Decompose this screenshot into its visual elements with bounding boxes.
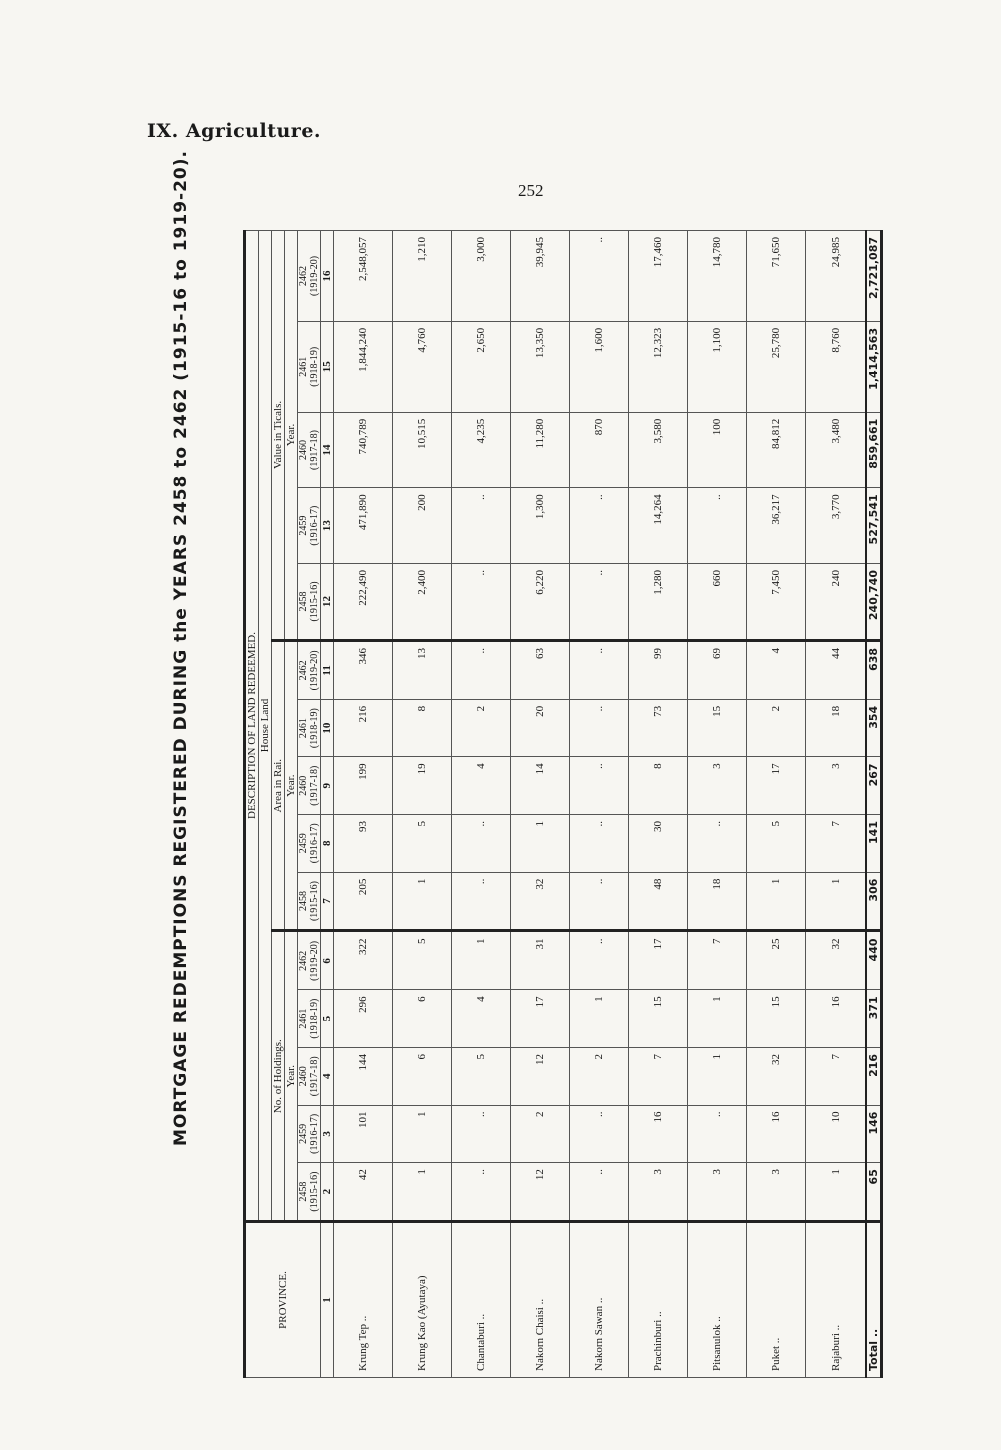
holdings-cell: 3	[629, 1163, 688, 1222]
holdings-cell: 7	[806, 1047, 866, 1105]
area-cell: 8	[393, 699, 452, 757]
value-cell: 740,789	[334, 412, 393, 488]
column-number-cell: 10	[321, 699, 334, 757]
area-cell: 1	[747, 872, 806, 931]
area-cell: 99	[629, 640, 688, 699]
year-header-cell	[298, 564, 321, 641]
area-cell: ..	[688, 815, 747, 873]
value-cell: 13,350	[511, 321, 570, 412]
area-cell: 19	[393, 757, 452, 815]
value-cell: 1,210	[393, 231, 452, 322]
year-header-cell	[298, 1105, 321, 1163]
year-number: 2460	[298, 440, 309, 461]
area-cell: 14	[511, 757, 570, 815]
province-name-cell: Puket ..	[747, 1222, 806, 1378]
area-cell: 141	[866, 815, 882, 873]
area-cell: 44	[806, 640, 866, 699]
holdings-cell: 25	[747, 931, 806, 990]
area-cell: 63	[511, 640, 570, 699]
year-range: (1915-16)	[309, 1171, 320, 1212]
year-number: 2462	[298, 660, 309, 681]
holdings-cell: 1	[393, 1163, 452, 1222]
value-cell: 2,650	[452, 321, 511, 412]
area-cell: 638	[866, 640, 882, 699]
year-number: 2459	[298, 515, 309, 536]
value-cell: ..	[688, 488, 747, 564]
value-cell: 25,780	[747, 321, 806, 412]
year-range: (1917-18)	[309, 765, 320, 806]
area-cell: 3	[806, 757, 866, 815]
area-cell: 32	[511, 872, 570, 931]
area-cell: 1	[511, 815, 570, 873]
value-cell: 1,414,563	[866, 321, 882, 412]
value-cell: 3,580	[629, 412, 688, 488]
area-cell: ..	[570, 815, 629, 873]
value-cell: 240,740	[866, 564, 882, 641]
year-range: (1919-20)	[309, 650, 320, 691]
holdings-cell: 32	[747, 1047, 806, 1105]
table-row	[334, 231, 393, 1378]
year-header-cell	[298, 1163, 321, 1222]
area-cell: ..	[570, 872, 629, 931]
table-row	[688, 231, 747, 1378]
column-number-cell: 12	[321, 564, 334, 641]
year-range: (1917-18)	[309, 430, 320, 471]
year-range: (1916-17)	[309, 823, 320, 864]
value-cell: 660	[688, 564, 747, 641]
holdings-cell: 1	[806, 1163, 866, 1222]
holdings-cell: 216	[866, 1047, 882, 1105]
holdings-cell: 7	[688, 931, 747, 990]
holdings-cell: 15	[747, 990, 806, 1048]
year-header-cell	[298, 488, 321, 564]
value-cell: ..	[570, 231, 629, 322]
section-heading: IX. Agriculture.	[147, 120, 322, 142]
area-cell: 1	[806, 872, 866, 931]
column-number-cell: 13	[321, 488, 334, 564]
year-header-cell	[298, 815, 321, 873]
value-cell: 3,000	[452, 231, 511, 322]
value-cell: ..	[452, 564, 511, 641]
area-cell: 18	[688, 872, 747, 931]
holdings-cell: 16	[629, 1105, 688, 1163]
value-cell: 222,490	[334, 564, 393, 641]
column-number-cell: 7	[321, 872, 334, 931]
holdings-cell: ..	[452, 1163, 511, 1222]
table-row	[747, 231, 806, 1378]
holdings-cell: ..	[452, 1105, 511, 1163]
holdings-cell: 144	[334, 1047, 393, 1105]
value-cell: 471,890	[334, 488, 393, 564]
holdings-cell: 1	[688, 990, 747, 1048]
holdings-cell: 12	[511, 1163, 570, 1222]
value-cell: 870	[570, 412, 629, 488]
year-header-cell	[298, 1047, 321, 1105]
area-cell: 2	[452, 699, 511, 757]
province-name-cell: Nakorn Sawan ..	[570, 1222, 629, 1378]
holdings-cell: 1	[452, 931, 511, 990]
holdings-cell: 440	[866, 931, 882, 990]
value-cell: 71,650	[747, 231, 806, 322]
year-header-cell	[298, 640, 321, 699]
province-name-cell: Nakorn Chaisi ..	[511, 1222, 570, 1378]
year-range: (1919-20)	[309, 255, 320, 296]
holdings-cell: 16	[747, 1105, 806, 1163]
area-cell: 48	[629, 872, 688, 931]
holdings-cell: 31	[511, 931, 570, 990]
value-cell: 10,515	[393, 412, 452, 488]
value-cell: 14,264	[629, 488, 688, 564]
holdings-cell: 42	[334, 1163, 393, 1222]
holdings-cell: 16	[806, 990, 866, 1048]
year-number: 2461	[298, 718, 309, 739]
year-header-cell	[298, 699, 321, 757]
holdings-cell: 3	[747, 1163, 806, 1222]
holdings-cell: 12	[511, 1047, 570, 1105]
year-number: 2459	[298, 833, 309, 854]
area-group-header: Area in Rai.	[272, 640, 285, 931]
area-cell: 2	[747, 699, 806, 757]
value-cell: 14,780	[688, 231, 747, 322]
column-number-cell: 3	[321, 1105, 334, 1163]
year-label-area: Year.	[285, 640, 298, 931]
table-row	[629, 231, 688, 1378]
area-cell: 5	[393, 815, 452, 873]
holdings-cell: 4	[452, 990, 511, 1048]
column-number-row	[321, 231, 334, 1378]
column-number-cell: 14	[321, 412, 334, 488]
year-label-holdings: Year.	[285, 931, 298, 1222]
area-cell: ..	[452, 815, 511, 873]
year-number: 2461	[298, 356, 309, 377]
year-range: (1915-16)	[309, 581, 320, 622]
holdings-cell: 371	[866, 990, 882, 1048]
year-header-cell	[298, 931, 321, 990]
year-header-cell	[298, 231, 321, 322]
year-number: 2462	[298, 265, 309, 286]
year-header-cell	[298, 872, 321, 931]
value-cell: 3,770	[806, 488, 866, 564]
value-cell: 2,721,087	[866, 231, 882, 322]
holdings-cell: 5	[452, 1047, 511, 1105]
value-cell: 8,760	[806, 321, 866, 412]
total-row	[866, 231, 882, 1378]
holdings-cell: 65	[866, 1163, 882, 1222]
value-cell: 100	[688, 412, 747, 488]
value-cell: 6,220	[511, 564, 570, 641]
holdings-cell: 2	[570, 1047, 629, 1105]
holdings-group-header: No. of Holdings.	[272, 931, 285, 1222]
holdings-cell: 3	[688, 1163, 747, 1222]
year-header-cell	[298, 990, 321, 1048]
value-cell: 1,280	[629, 564, 688, 641]
value-cell: ..	[452, 488, 511, 564]
area-cell: ..	[452, 640, 511, 699]
column-number-cell: 15	[321, 321, 334, 412]
value-cell: 527,541	[866, 488, 882, 564]
year-number: 2460	[298, 775, 309, 796]
value-cell: 200	[393, 488, 452, 564]
column-number-cell: 16	[321, 231, 334, 322]
holdings-cell: 5	[393, 931, 452, 990]
province-name-cell: Total ..	[866, 1222, 882, 1378]
value-cell: 7,450	[747, 564, 806, 641]
table-body	[334, 231, 867, 1378]
value-cell: ..	[570, 564, 629, 641]
province-header: PROVINCE.	[245, 1222, 321, 1378]
table-subtitle: MORTGAGE REDEMPTIONS REGISTERED DURING the YEARS 2458 to 2462 (1915-16 to 1919-20).	[171, 150, 191, 1146]
year-header-cell	[298, 321, 321, 412]
column-number-cell: 4	[321, 1047, 334, 1105]
holdings-cell: 10	[806, 1105, 866, 1163]
holdings-cell: 15	[629, 990, 688, 1048]
area-cell: 30	[629, 815, 688, 873]
value-cell: 39,945	[511, 231, 570, 322]
year-label-value: Year.	[285, 231, 298, 641]
area-cell: 15	[688, 699, 747, 757]
value-cell: 1,300	[511, 488, 570, 564]
year-number: 2458	[298, 591, 309, 612]
table-row	[570, 231, 629, 1378]
area-cell: 199	[334, 757, 393, 815]
area-cell: ..	[570, 699, 629, 757]
column-number-cell: 6	[321, 931, 334, 990]
holdings-cell: 17	[629, 931, 688, 990]
value-cell: 11,280	[511, 412, 570, 488]
year-number: 2458	[298, 1181, 309, 1202]
value-cell: 1,844,240	[334, 321, 393, 412]
holdings-cell: 1	[393, 1105, 452, 1163]
table-row	[393, 231, 452, 1378]
value-cell: 24,985	[806, 231, 866, 322]
area-cell: 18	[806, 699, 866, 757]
year-number: 2459	[298, 1123, 309, 1144]
year-header-cell	[298, 757, 321, 815]
description-header: DESCRIPTION OF LAND REDEEMED.	[245, 231, 259, 1222]
column-number-cell: 11	[321, 640, 334, 699]
year-header-cell	[298, 412, 321, 488]
year-range: (1918-19)	[309, 346, 320, 387]
province-name-cell: Pitsanulok ..	[688, 1222, 747, 1378]
value-cell: 2,400	[393, 564, 452, 641]
holdings-cell: 6	[393, 1047, 452, 1105]
year-range: (1918-19)	[309, 708, 320, 749]
year-header-row	[298, 231, 321, 1378]
year-number: 2462	[298, 950, 309, 971]
column-number-cell: 5	[321, 990, 334, 1048]
area-cell: ..	[570, 757, 629, 815]
holdings-cell: 146	[866, 1105, 882, 1163]
province-name-cell: Rajaburi ..	[806, 1222, 866, 1378]
area-cell: 73	[629, 699, 688, 757]
table-row	[452, 231, 511, 1378]
area-cell: 20	[511, 699, 570, 757]
holdings-cell: 101	[334, 1105, 393, 1163]
value-cell: ..	[570, 488, 629, 564]
value-cell: 2,548,057	[334, 231, 393, 322]
holdings-cell: 17	[511, 990, 570, 1048]
column-number-cell: 1	[321, 1222, 334, 1378]
area-cell: 4	[747, 640, 806, 699]
value-cell: 240	[806, 564, 866, 641]
year-range: (1916-17)	[309, 1113, 320, 1154]
holdings-cell: 2	[511, 1105, 570, 1163]
holdings-cell: 32	[806, 931, 866, 990]
land-type-header: House Land	[259, 231, 272, 1222]
area-cell: 354	[866, 699, 882, 757]
holdings-cell: 322	[334, 931, 393, 990]
table-row	[511, 231, 570, 1378]
province-name-cell: Krung Kao (Ayutaya)	[393, 1222, 452, 1378]
page-number: 252	[518, 181, 544, 200]
year-range: (1919-20)	[309, 940, 320, 981]
value-cell: 4,235	[452, 412, 511, 488]
holdings-cell: ..	[570, 1105, 629, 1163]
holdings-cell: 6	[393, 990, 452, 1048]
area-cell: 205	[334, 872, 393, 931]
area-cell: 17	[747, 757, 806, 815]
area-cell: 346	[334, 640, 393, 699]
year-range: (1917-18)	[309, 1056, 320, 1097]
area-cell: 4	[452, 757, 511, 815]
holdings-cell: 1	[688, 1047, 747, 1105]
area-cell: 93	[334, 815, 393, 873]
holdings-cell: ..	[688, 1105, 747, 1163]
column-number-cell: 2	[321, 1163, 334, 1222]
province-name-cell: Krung Tep ..	[334, 1222, 393, 1378]
mortgage-redemptions-table	[243, 230, 883, 1378]
value-cell: 84,812	[747, 412, 806, 488]
value-cell: 3,480	[806, 412, 866, 488]
year-range: (1916-17)	[309, 505, 320, 546]
column-number-cell: 8	[321, 815, 334, 873]
value-cell: 12,323	[629, 321, 688, 412]
area-cell: 1	[393, 872, 452, 931]
value-cell: 17,460	[629, 231, 688, 322]
province-name-cell: Chantaburi ..	[452, 1222, 511, 1378]
area-cell: 7	[806, 815, 866, 873]
year-range: (1918-19)	[309, 998, 320, 1039]
year-number: 2461	[298, 1008, 309, 1029]
holdings-cell: 7	[629, 1047, 688, 1105]
province-name-cell: Prachinburi ..	[629, 1222, 688, 1378]
year-range: (1915-16)	[309, 881, 320, 922]
value-cell: 4,760	[393, 321, 452, 412]
area-cell: 3	[688, 757, 747, 815]
area-cell: 8	[629, 757, 688, 815]
value-cell: 859,661	[866, 412, 882, 488]
value-group-header: Value in Ticals.	[272, 231, 285, 641]
year-number: 2460	[298, 1066, 309, 1087]
area-cell: 69	[688, 640, 747, 699]
area-cell: ..	[570, 640, 629, 699]
holdings-cell: ..	[570, 1163, 629, 1222]
area-cell: 267	[866, 757, 882, 815]
table-row	[806, 231, 866, 1378]
area-cell: 13	[393, 640, 452, 699]
area-cell: 306	[866, 872, 882, 931]
holdings-cell: ..	[570, 931, 629, 990]
year-number: 2458	[298, 891, 309, 912]
column-number-cell: 9	[321, 757, 334, 815]
value-cell: 1,100	[688, 321, 747, 412]
value-cell: 36,217	[747, 488, 806, 564]
area-cell: 5	[747, 815, 806, 873]
holdings-cell: 1	[570, 990, 629, 1048]
area-cell: ..	[452, 872, 511, 931]
value-cell: 1,600	[570, 321, 629, 412]
holdings-cell: 296	[334, 990, 393, 1048]
area-cell: 216	[334, 699, 393, 757]
